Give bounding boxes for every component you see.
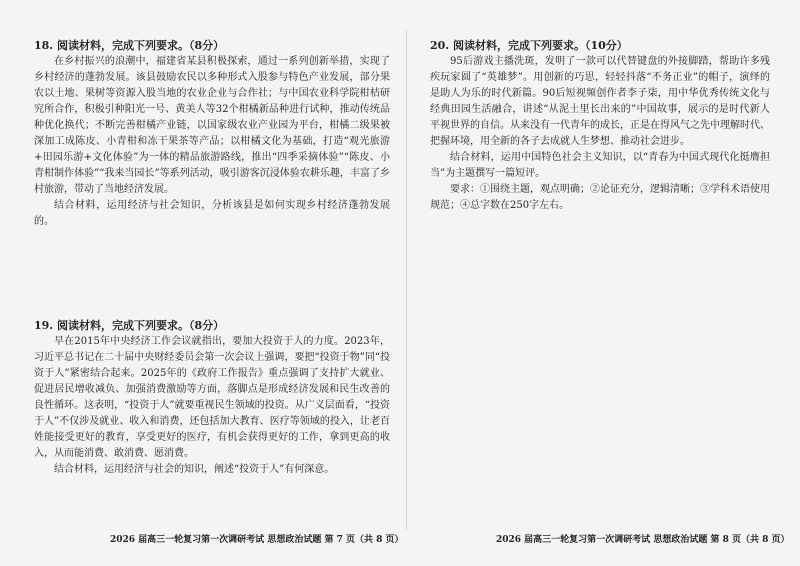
answer-space xyxy=(34,230,390,318)
question-18-header: 18. 阅读材料，完成下列要求。（8分） xyxy=(34,39,225,52)
question-19-prompt: 结合材料，运用经济与社会的知识，阐述“投资于人”有何深意。 xyxy=(54,464,335,475)
question-19-header: 19. 阅读材料，完成下列要求。（8分） xyxy=(34,319,225,332)
page-footer-left: 2026 届高三一轮复习第一次调研考试 思想政治试题 第 7 页（共 8 页） xyxy=(110,535,404,545)
page-divider xyxy=(406,30,407,530)
question-20-task: 结合材料，运用中国特色社会主义知识，以“青春为中国式现代化挺膺担当”为主题撰写一篇短评。 xyxy=(430,152,770,179)
page-footer-right: 2026 届高三一轮复习第一次调研考试 思想政治试题 第 8 页（共 8 页） xyxy=(496,535,790,545)
question-20-material: 95后游戏主播洗斑，发明了一款可以代替键盘的外接脚踏，帮助许多残疾玩家圆了“英雄梦”。用创新的巧思，轻轻抖落“不务正业”的帽子，演绎的是助人为乐的时代新篇。90后短视频创作者李子柒，用中华优秀传统文化与经典田园生活融合，讲述“从泥土里长出来的”中国故事，展示的是时代新人平视世界的自信。从来没有一代青年的成长，正是在得风气之先中理解时代、把握环境，用全新的各子去成就人生梦想、推动社会进步。 xyxy=(430,56,770,147)
question-18 xyxy=(34,38,390,230)
question-18-material: 在乡村振兴的浪潮中，福建省某县积极探索，通过一系列创新举措，实现了乡村经济的蓬勃发展。该县鼓励农民以多种形式入股参与特色产业发展，部分果农以土地、果树等资源入股当地的农业企业与合作社；与中国农业科学院柑桔研究所合作，积极引种阳光一号、黄美人等32个柑橘新品种进行试种，推动传统品种优化换代；不断完善柑橘产业链，以国家级农业产业园为平台，柑橘二级果被深加工成陈皮、小青柑和冻干果茶等产品；以柑橘文化为基础，打造“观光旅游+田园乐游+文化体验”为一体的精品旅游路线，推出“四季采摘体验”“陈皮、小青柑制作体验”“我来当园长”等系列活动，吸引游客沉浸体验农耕乐趣，丰富了乡村旅游，带动了当地经济发展。 xyxy=(34,56,390,195)
question-20 xyxy=(430,38,770,214)
question-20-requirements: 要求：①围绕主题，观点明确；②论证充分，逻辑清晰；③学科术语使用规范；④总字数在250字左右。 xyxy=(430,184,770,211)
question-19 xyxy=(34,318,390,478)
question-18-prompt: 结合材料，运用经济与社会知识，分析该县是如何实现乡村经济蓬勃发展的。 xyxy=(34,200,390,227)
left-page xyxy=(34,38,390,478)
question-20-header: 20. 阅读材料，完成下列要求。（10分） xyxy=(430,39,628,52)
question-19-material: 早在2015年中央经济工作会议就指出，要加大投资于人的力度。2023年，习近平总书记在二十届中央财经委员会第一次会议上强调，要把“投资于物”同“投资于人”紧密结合起来。2025年的《政府工作报告》重点强调了支持扩大就业、促进居民增收减负、加强消费激励等方面，落脚点是形成经济发展和民生改善的良性循环。这表明，“投资于人”就要重视民生领域的投资。从广义层面看，“投资于人”不仅涉及就业、收入和消费，还包括加大教育、医疗等领域的投入，让老百姓能接受更好的教育，享受更好的医疗，有机会获得更好的工作，拿到更高的收入，从而能消费、敢消费、愿消费。 xyxy=(34,336,390,459)
right-page xyxy=(430,38,770,214)
